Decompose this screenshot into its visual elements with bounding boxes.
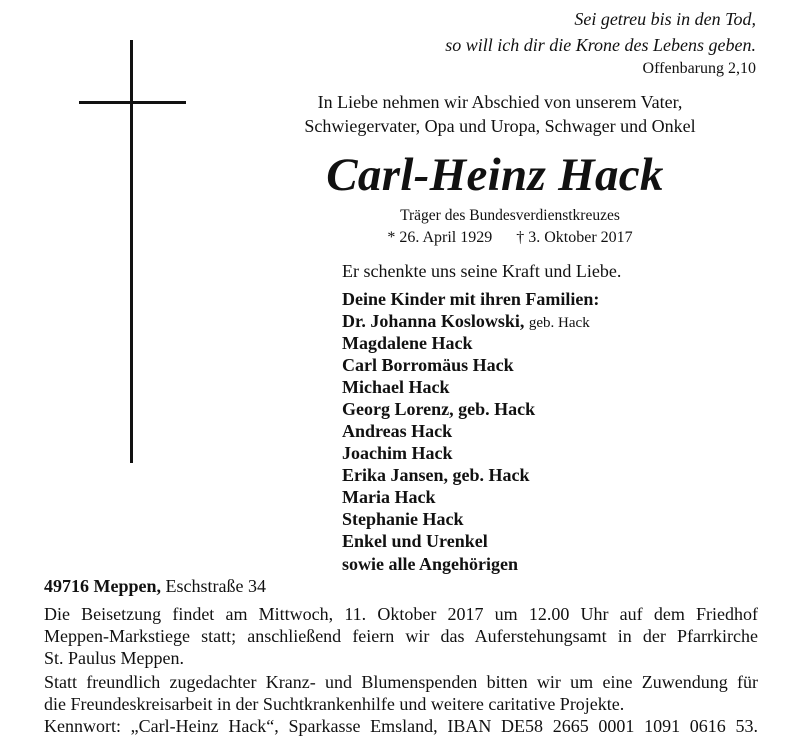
family-member: Maria Hack xyxy=(342,487,436,507)
death-date: † 3. Oktober 2017 xyxy=(516,229,633,246)
address-street: Eschstraße 34 xyxy=(165,576,266,596)
family-member: Erika Jansen, geb. Hack xyxy=(342,465,530,485)
family-member: Andreas Hack xyxy=(342,421,453,441)
donation-info xyxy=(44,671,758,737)
memorial-quote: Er schenkte uns seine Kraft und Liebe. xyxy=(342,261,622,281)
family-member: Stephanie Hack xyxy=(342,509,464,529)
family-member: sowie alle Angehörigen xyxy=(342,554,518,574)
intro-line-1: In Liebe nehmen wir Abschied von unserem Vater, xyxy=(317,92,683,112)
donation-line: Kennwort: „Carl-Heinz Hack“, Sparkasse Emsland, IBAN DE58 2665 0001 1091 0616 53. xyxy=(44,716,758,736)
address-city: 49716 Meppen, xyxy=(44,576,161,596)
funeral-line: Meppen-Markstiege statt; anschließend feiern wir das Auferstehungsamt in der Pfarrkirche xyxy=(44,626,758,646)
family-heading: Deine Kinder mit ihren Familien: xyxy=(342,289,600,309)
family-member: Enkel und Urenkel xyxy=(342,531,488,551)
life-dates xyxy=(340,228,680,248)
intro-line-2: Schwiegervater, Opa und Uropa, Schwager und Onkel xyxy=(304,116,696,136)
bible-verse-line-1: Sei getreu bis in den Tod, xyxy=(574,9,756,29)
funeral-info xyxy=(44,603,758,669)
funeral-line: Die Beisetzung findet am Mittwoch, 11. Oktober 2017 um 12.00 Uhr auf dem Friedhof xyxy=(44,604,758,624)
donation-line: Statt freundlich zugedachter Kranz- und Blumenspenden bitten wir um eine Zuwendung für xyxy=(44,672,758,692)
bible-verse-source: Offenbarung 2,10 xyxy=(642,60,756,77)
family-member: Carl Borromäus Hack xyxy=(342,355,514,375)
deceased-name: Carl-Heinz Hack xyxy=(326,149,664,201)
family-member: Magdalene Hack xyxy=(342,333,473,353)
birth-date: * 26. April 1929 xyxy=(387,229,493,246)
donation-line: die Freundeskreisarbeit in der Suchtkrankenhilfe und weitere caritative Projekte. xyxy=(44,694,625,714)
family-member: Michael Hack xyxy=(342,377,450,397)
mourning-address xyxy=(44,575,266,597)
funeral-line: St. Paulus Meppen. xyxy=(44,648,185,668)
family-member: Dr. Johanna Koslowski, geb. Hack xyxy=(342,311,590,331)
family-member: Joachim Hack xyxy=(342,443,453,463)
family-member: Georg Lorenz, geb. Hack xyxy=(342,399,536,419)
bible-verse-line-2: so will ich dir die Krone des Lebens geben. xyxy=(445,35,756,55)
intro-text xyxy=(280,90,720,138)
honor-line: Träger des Bundesverdienstkreuzes xyxy=(400,207,620,224)
